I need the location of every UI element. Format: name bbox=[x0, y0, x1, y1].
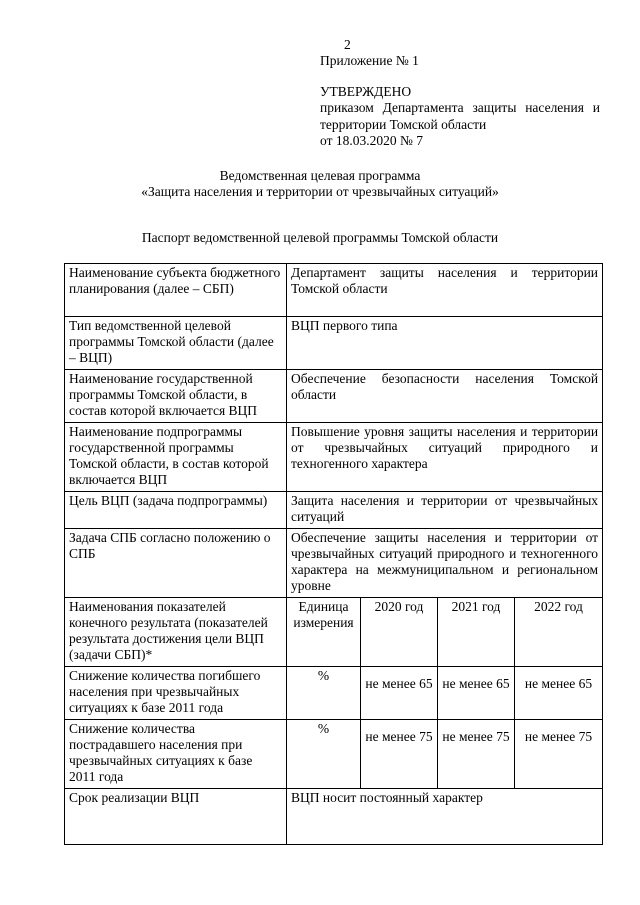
unit-header: Единица измерения bbox=[287, 598, 361, 667]
row-value: Повышение уровня защиты населения и территории от чрезвычайных ситуаций природного и техногенного характера bbox=[287, 423, 603, 492]
order-line-1: приказом Департамента защиты населения и bbox=[320, 100, 600, 115]
indicator-value-2021 bbox=[438, 667, 515, 720]
row-value: Обеспечение безопасности населения Томской области bbox=[287, 370, 603, 423]
passport-table bbox=[64, 263, 603, 845]
indicator-value-2022 bbox=[515, 667, 603, 720]
program-title: Ведомственная целевая программа bbox=[219, 168, 421, 183]
year-header-2020: 2020 год bbox=[361, 598, 438, 667]
table-row bbox=[65, 789, 603, 845]
program-name: «Защита населения и территории от чрезвычайных ситуаций» bbox=[141, 184, 499, 199]
row-label: Срок реализации ВЦП bbox=[65, 789, 287, 845]
indicator-label: Снижение количества погибшего населения при чрезвычайных ситуациях к базе 2011 года bbox=[65, 667, 287, 720]
indicator-value-2020 bbox=[361, 667, 438, 720]
indicator-value-2020 bbox=[361, 720, 438, 789]
indicator-unit: % bbox=[287, 720, 361, 789]
value-text: не менее 75 bbox=[365, 729, 433, 744]
table-row bbox=[65, 317, 603, 370]
row-value: ВЦП первого типа bbox=[287, 317, 603, 370]
value-text: не менее 75 bbox=[442, 729, 510, 744]
approval-block bbox=[320, 53, 610, 150]
row-label: Задача СПБ согласно положению о СПБ bbox=[65, 529, 287, 598]
table-row bbox=[65, 370, 603, 423]
year-header-2021: 2021 год bbox=[438, 598, 515, 667]
table-row bbox=[65, 492, 603, 529]
appendix-label: Приложение № 1 bbox=[320, 53, 419, 68]
row-value: ВЦП носит постоянный характер bbox=[287, 789, 603, 845]
page-number: 2 bbox=[344, 37, 351, 52]
year-header-2022: 2022 год bbox=[515, 598, 603, 667]
row-label: Наименование субъекта бюджетного планирования (далее – СБП) bbox=[65, 264, 287, 317]
row-label: Цель ВЦП (задача подпрограммы) bbox=[65, 492, 287, 529]
row-label: Наименование государственной программы Томской области, в состав которой включается ВЦП bbox=[65, 370, 287, 423]
indicator-value-2021 bbox=[438, 720, 515, 789]
value-text: не менее 65 bbox=[442, 676, 510, 691]
indicator-value-2022 bbox=[515, 720, 603, 789]
indicators-header-label: Наименования показателей конечного результата (показателей результата достижения цели ВЦП (задачи СБП)* bbox=[65, 598, 287, 667]
row-value: Защита населения и территории от чрезвычайных ситуаций bbox=[287, 492, 603, 529]
indicator-label: Снижение количества пострадавшего населения при чрезвычайных ситуациях к базе 2011 года bbox=[65, 720, 287, 789]
row-value: Департамент защиты населения и территории Томской области bbox=[287, 264, 603, 317]
row-label: Тип ведомственной целевой программы Томской области (далее – ВЦП) bbox=[65, 317, 287, 370]
table-row bbox=[65, 529, 603, 598]
approved-label: УТВЕРЖДЕНО bbox=[320, 83, 412, 99]
table-row bbox=[65, 264, 603, 317]
row-label: Наименование подпрограммы государственной программы Томской области, в состав которой включается ВЦП bbox=[65, 423, 287, 492]
indicators-header-row bbox=[65, 598, 603, 667]
value-text: не менее 65 bbox=[524, 676, 593, 691]
row-value: Обеспечение защиты населения и территории от чрезвычайных ситуаций природного и техногенного характера на межмуниципальном и региональном уровне bbox=[287, 529, 603, 598]
indicator-unit: % bbox=[287, 667, 361, 720]
table-row bbox=[65, 423, 603, 492]
value-text: не менее 75 bbox=[524, 729, 593, 744]
order-line-2: территории Томской области bbox=[320, 116, 487, 132]
passport-title: Паспорт ведомственной целевой программы Томской области bbox=[141, 230, 499, 245]
value-text: не менее 65 bbox=[365, 676, 433, 691]
order-date: от 18.03.2020 № 7 bbox=[320, 133, 423, 148]
indicator-row bbox=[65, 667, 603, 720]
indicator-row bbox=[65, 720, 603, 789]
